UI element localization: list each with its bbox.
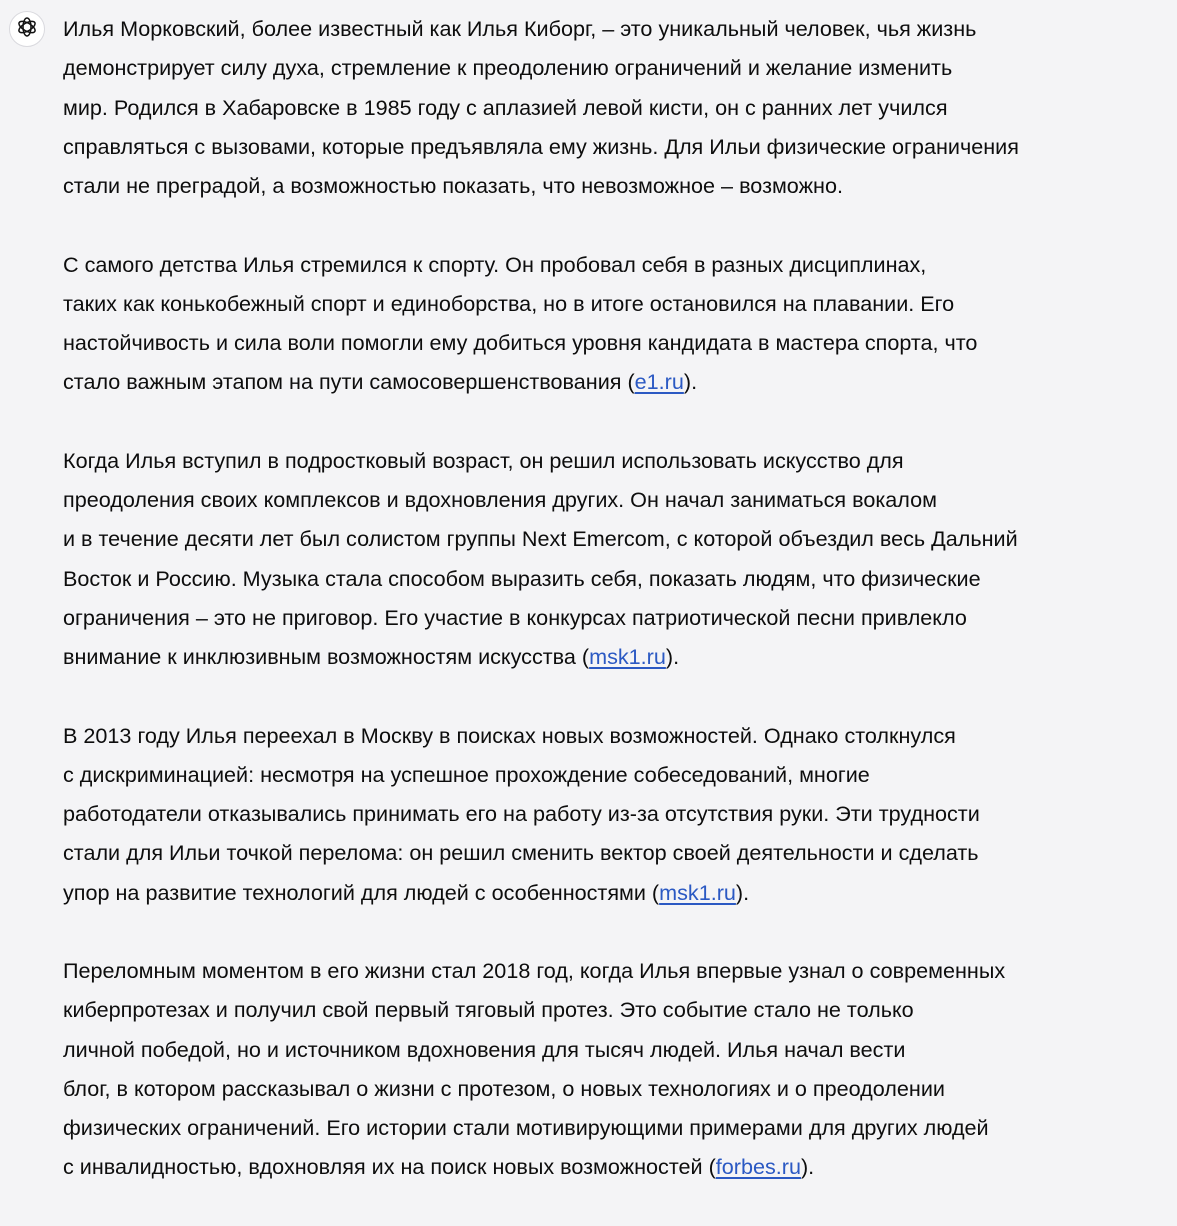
text-line: [63, 990, 1173, 1029]
line-text: мир. Родился в Хабаровске в 1985 году с аплазией левой кисти, он с ранних лет учился: [63, 94, 948, 120]
text-line: [63, 48, 1173, 87]
line-text: с инвалидностью, вдохновляя их на поиск новых возможностей (: [63, 1154, 716, 1180]
line-text: личной победой, но и источником вдохновения для тысяч людей. Илья начал вести: [63, 1036, 906, 1062]
text-line: [63, 245, 1173, 284]
line-text: Восток и Россию. Музыка стала способом выразить себя, показать людям, что физические: [63, 565, 981, 591]
line-text: киберпротезах и получил свой первый тяговый протез. Это событие стало не только: [63, 997, 914, 1023]
source-link[interactable]: msk1.ru: [659, 879, 736, 905]
message-paragraph: [63, 9, 1173, 205]
text-line: [63, 1030, 1173, 1069]
line-text: Илья Морковский, более известный как Илья Киборг, – это уникальный человек, чья жизнь: [63, 16, 977, 41]
message-paragraph: [63, 441, 1173, 677]
line-text: ограничения – это не приговор. Его участие в конкурсах патриотической песни привлекло: [63, 604, 967, 630]
line-text: стали не преградой, а возможностью показать, что невозможное – возможно.: [63, 173, 843, 198]
text-line: [63, 127, 1173, 166]
line-text: В 2013 году Илья переехал в Москву в поисках новых возможностей. Однако столкнулся: [63, 722, 956, 748]
line-text: С самого детства Илья стремился к спорту. Он пробовал себя в разных дисциплинах,: [63, 251, 927, 277]
line-text-end: ).: [665, 644, 680, 669]
text-line: [63, 88, 1173, 127]
text-line: [63, 323, 1173, 362]
line-text: упор на развитие технологий для людей с особенностями (: [63, 879, 660, 905]
line-text: настойчивость и сила воли помогли ему добиться уровня кандидата в мастера спорта, что: [63, 330, 978, 355]
text-line: [63, 598, 1173, 637]
text-line: [63, 519, 1173, 558]
text-line: [63, 362, 1173, 401]
line-text: стало важным этапом на пути самосовершенствования (: [63, 369, 635, 395]
text-line: [63, 1108, 1173, 1147]
text-line: [63, 9, 1173, 48]
line-text: преодоления своих комплексов и вдохновления других. Он начал заниматься вокалом: [63, 487, 937, 512]
text-line: [63, 1069, 1173, 1108]
line-text: стали для Ильи точкой перелома: он решил сменить вектор своей деятельности и сделать: [63, 840, 979, 866]
text-line: [63, 480, 1173, 519]
line-text-end: ).: [683, 369, 698, 395]
text-line: [63, 559, 1173, 598]
assistant-avatar: [9, 11, 45, 47]
line-text: справляться с вызовами, которые предъявляла ему жизнь. Для Ильи физические ограничения: [63, 133, 1019, 159]
line-text-end: ).: [735, 879, 750, 905]
text-line: [63, 1147, 1173, 1186]
assistant-message: [63, 9, 1173, 1226]
text-line: [63, 441, 1173, 480]
line-text: таких как конькобежный спорт и единоборства, но в итоге остановился на плавании. Его: [63, 290, 955, 316]
openai-logo-icon: [15, 15, 39, 44]
text-line: [63, 716, 1173, 755]
text-line: [63, 873, 1173, 912]
text-line: [63, 951, 1173, 990]
text-line: [63, 284, 1173, 323]
line-text: и в течение десяти лет был солистом группы Next Emercom, с которой объездил весь Дальний: [63, 526, 1018, 552]
line-text: Когда Илья вступил в подростковый возраст, он решил использовать искусство для: [63, 447, 904, 473]
message-paragraph: [63, 245, 1173, 402]
line-text: физических ограничений. Его истории стали мотивирующими примерами для других людей: [63, 1115, 989, 1140]
text-line: [63, 794, 1173, 833]
source-link[interactable]: e1.ru: [634, 369, 684, 395]
source-link[interactable]: forbes.ru: [715, 1154, 801, 1180]
text-line: [63, 833, 1173, 872]
message-paragraph: [63, 951, 1173, 1187]
line-text: блог, в котором рассказывал о жизни с протезом, о новых технологиях и о преодолении: [63, 1075, 945, 1101]
line-text: с дискриминацией: несмотря на успешное прохождение собеседований, многие: [63, 761, 870, 787]
line-text-end: ).: [800, 1154, 815, 1180]
text-line: [63, 166, 1173, 205]
source-link[interactable]: msk1.ru: [589, 644, 666, 669]
text-line: [63, 637, 1173, 676]
line-text: работодатели отказывались принимать его на работу из-за отсутствия руки. Эти трудности: [63, 801, 980, 826]
message-paragraph: [63, 716, 1173, 912]
line-text: Переломным моментом в его жизни стал 2018 год, когда Илья впервые узнал о современных: [63, 958, 1006, 983]
line-text: внимание к инклюзивным возможностям искусства (: [63, 644, 590, 669]
line-text: демонстрирует силу духа, стремление к преодолению ограничений и желание изменить: [63, 55, 953, 81]
text-line: [63, 755, 1173, 794]
